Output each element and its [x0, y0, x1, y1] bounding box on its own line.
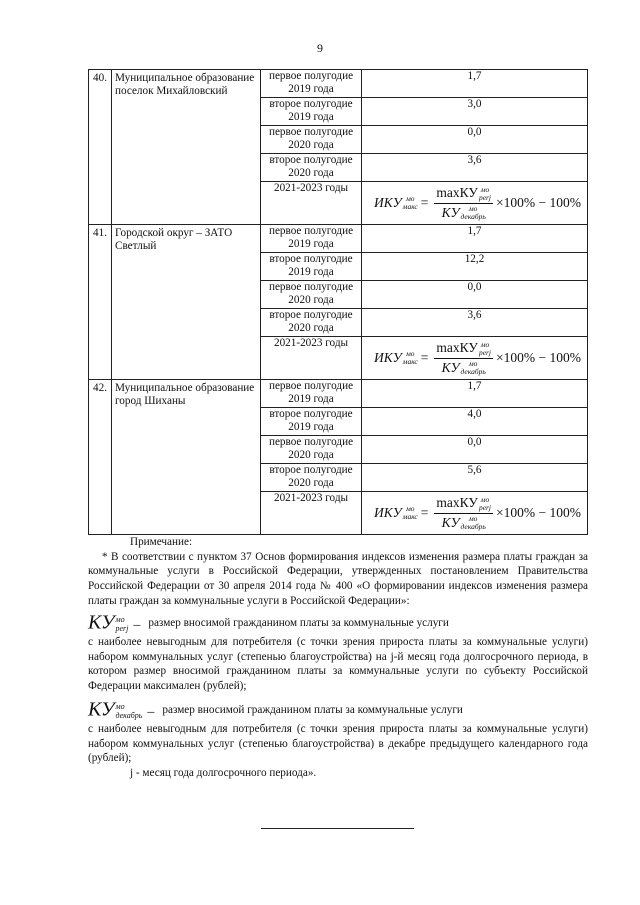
period-label: второе полугодие 2020 года: [261, 154, 362, 182]
notes-paragraph: * В соответствии с пунктом 37 Основ формирования индексов изменения размера платы граждан за коммунальные услуги в Российской Федерации, утвержденных постановлением Правительства Российской Федерации от 30 апреля 2014 года № 400 «О формировании индексов изменения размера платы граждан за коммунальные услуги в Российской Федерации»:: [88, 550, 588, 607]
definition-2-rest: с наиболее невыгодным для потребителя (с точки зрения прироста платы за коммунальные услуги) набором коммунальных услуг (степенью благоустройства) в декабре предыдущего календарного года (рублей);: [88, 722, 588, 765]
period-label: 2021-2023 годы: [261, 337, 362, 380]
index-formula: ИКУ мо макс = maxКУ мо реrj КУ мо декабрь ×100% − 100%: [374, 339, 581, 377]
definition-1-symbol: КУ мо реrj –: [88, 611, 141, 634]
index-value: 12,2: [362, 253, 588, 281]
period-label: первое полугодие 2019 года: [261, 70, 362, 98]
row-number: 42.: [89, 380, 112, 535]
period-label: второе полугодие 2019 года: [261, 253, 362, 281]
page-number: 9: [317, 41, 323, 55]
period-label: второе полугодие 2019 года: [261, 408, 362, 436]
period-label: 2021-2023 годы: [261, 492, 362, 535]
period-label: второе полугодие 2019 года: [261, 98, 362, 126]
formula-cell: [362, 492, 588, 535]
index-table: [88, 69, 588, 535]
period-label: первое полугодие 2020 года: [261, 126, 362, 154]
index-value: 0,0: [362, 126, 588, 154]
index-value: 1,7: [362, 225, 588, 253]
index-value: 1,7: [362, 380, 588, 408]
index-value: 1,7: [362, 70, 588, 98]
index-value: 0,0: [362, 436, 588, 464]
period-label: первое полугодие 2019 года: [261, 380, 362, 408]
index-value: 4,0: [362, 408, 588, 436]
municipality-name: Муниципальное образование город Шиханы: [112, 380, 261, 535]
definition-1: [88, 611, 588, 634]
definition-2-symbol: КУ мо декабрь –: [88, 698, 155, 721]
index-formula: ИКУ мо макс = maxКУ мо реrj КУ мо декабрь ×100% − 100%: [374, 184, 581, 222]
formula-cell: [362, 182, 588, 225]
period-label: первое полугодие 2020 года: [261, 436, 362, 464]
definition-2-first: размер вносимой гражданином платы за коммунальные услуги: [162, 704, 463, 717]
table-row: [89, 380, 588, 408]
end-rule: [261, 828, 414, 829]
notes-heading: Примечание:: [130, 536, 193, 548]
definition-1-first: размер вносимой гражданином платы за коммунальные услуги: [148, 617, 449, 630]
period-label: второе полугодие 2020 года: [261, 464, 362, 492]
notes-section: [88, 535, 588, 781]
index-value: 5,6: [362, 464, 588, 492]
index-value: 3,6: [362, 309, 588, 337]
index-value: 3,0: [362, 98, 588, 126]
index-formula: ИКУ мо макс = maxКУ мо реrj КУ мо декабрь ×100% − 100%: [374, 494, 581, 532]
table-row: [89, 70, 588, 98]
municipality-name: Муниципальное образование поселок Михайловский: [112, 70, 261, 225]
period-label: первое полугодие 2019 года: [261, 225, 362, 253]
municipality-name: Городской округ – ЗАТО Светлый: [112, 225, 261, 380]
row-number: 40.: [89, 70, 112, 225]
index-value: 3,6: [362, 154, 588, 182]
j-definition: j - месяц года долгосрочного периода».: [130, 767, 317, 780]
period-label: первое полугодие 2020 года: [261, 281, 362, 309]
definition-1-rest: с наиболее невыгодным для потребителя (с точки зрения прироста платы за коммунальные услуги) набором коммунальных услуг (степенью благоустройства) на j-й месяц года долгосрочного периода, в котором размер вносимой гражданином платы за коммунальные услуги по субъекту Российской Федерации максимален (рублей);: [88, 635, 588, 692]
period-label: второе полугодие 2020 года: [261, 309, 362, 337]
index-value: 0,0: [362, 281, 588, 309]
row-number: 41.: [89, 225, 112, 380]
formula-cell: [362, 337, 588, 380]
period-label: 2021-2023 годы: [261, 182, 362, 225]
definition-2: [88, 698, 588, 721]
table-row: [89, 225, 588, 253]
